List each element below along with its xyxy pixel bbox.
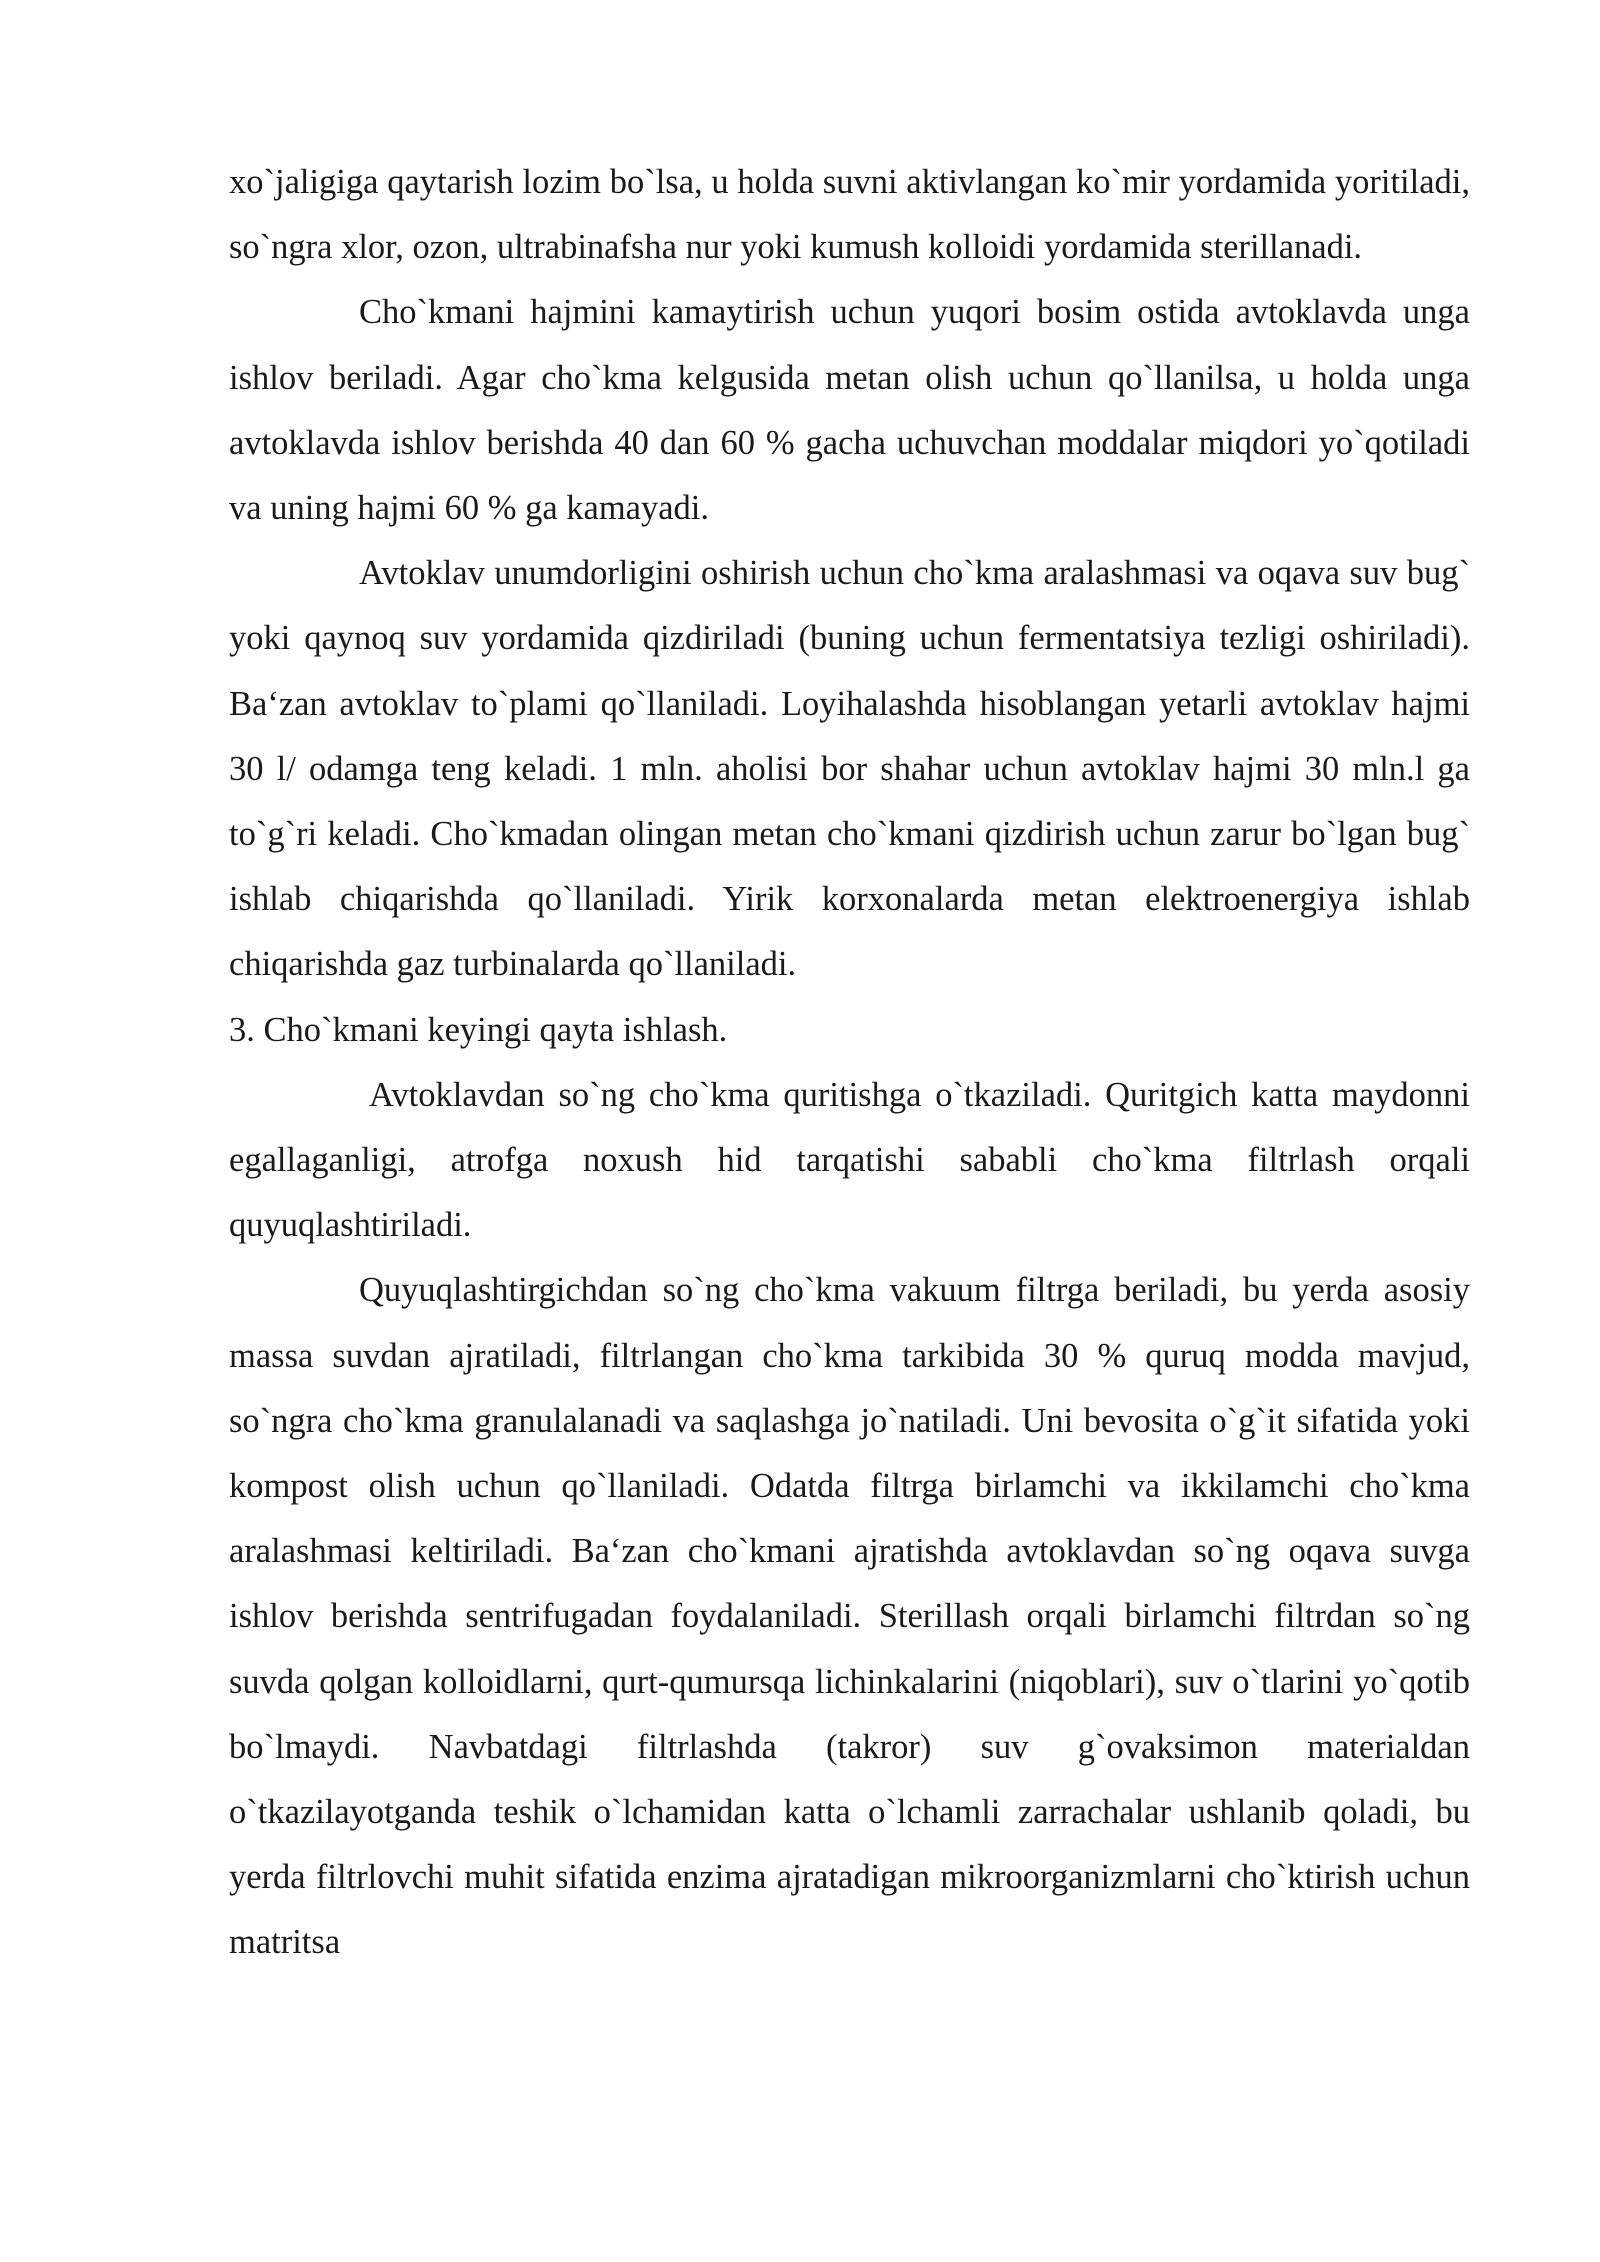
paragraph-vacuum-filter: Quyuqlashtirgichdan so`ng cho`kma vakuum filtrga beriladi, bu yerda asosiy massa suvdan ajratiladi, filtrlangan cho`kma tarkibida 30 % quruq modda mavjud, so`ngra cho`kma granulalanadi va saqlashga jo`natiladi. Uni bevosita o`g`it sifatida yoki kompost olish uchun qo`llaniladi. Odatda filtrga birlamchi va ikkilamchi cho`kma aralashmasi keltiriladi. Ba‘zan cho`kmani ajratishda avtoklavdan so`ng oqava suvga ishlov berishda sentrifugadan foydalaniladi. Sterillash orqali birlamchi filtrdan so`ng suvda qolgan kolloidlarni, qurt-qumursqa lichinkalarini (niqoblari), suv o`tlarini yo`qotib bo`lmaydi. Navbatdagi filtrlashda (takror) suv g`ovaksimon materialdan o`tkazilayotganda teshik o`lchamidan katta o`lchamli zarrachalar ushlanib qoladi, bu yerda filtrlovchi muhit sifatida enzima ajratadigan mikroorganizmlarni cho`ktirish uchun matritsa [229,1271,1470,1962]
paragraph-sterilization: xo`jaligiga qaytarish lozim bo`lsa, u holda suvni aktivlangan ko`mir yordamida yoritiladi, so`ngra xlor, ozon, ultrabinafsha nur yoki kumush kolloidi yordamida sterillanadi. [229,163,1470,267]
document-body [229,150,1470,1976]
paragraph-autoclave-productivity: Avtoklav unumdorligini oshirish uchun cho`kma aralashmasi va oqava suv bug` yoki qaynoq suv yordamida qizdiriladi (buning uchun fermentatsiya tezligi oshiriladi). Ba‘zan avtoklav to`plami qo`llaniladi. Loyihalashda hisoblangan yetarli avtoklav hajmi 30 l/ odamga teng keladi. 1 mln. aholisi bor shahar uchun avtoklav hajmi 30 mln.l ga to`g`ri keladi. Cho`kmadan olingan metan cho`kmani qizdirish uchun zarur bo`lgan bug` ishlab chiqarishda qo`llaniladi. Yirik korxonalarda metan elektroenergiya ishlab chiqarishda gaz turbinalarda qo`llaniladi. [229,554,1470,984]
section-heading: 3. Cho`kmani keyingi qayta ishlash. [229,1010,728,1049]
paragraph-drying: Avtoklavdan so`ng cho`kma quritishga o`tkaziladi. Quritgich katta maydonni egallaganligi, atrofga noxush hid tarqatishi sababli cho`kma filtrlash orqali quyuqlashtiriladi. [229,1075,1470,1245]
paragraph-volume-reduction: Cho`kmani hajmini kamaytirish uchun yuqori bosim ostida avtoklavda unga ishlov beriladi. Agar cho`kma kelgusida metan olish uchun qo`llanilsa, u holda unga avtoklavda ishlov berishda 40 dan 60 % gacha uchuvchan moddalar miqdori yo`qotiladi va uning hajmi 60 % ga kamayadi. [229,293,1470,528]
